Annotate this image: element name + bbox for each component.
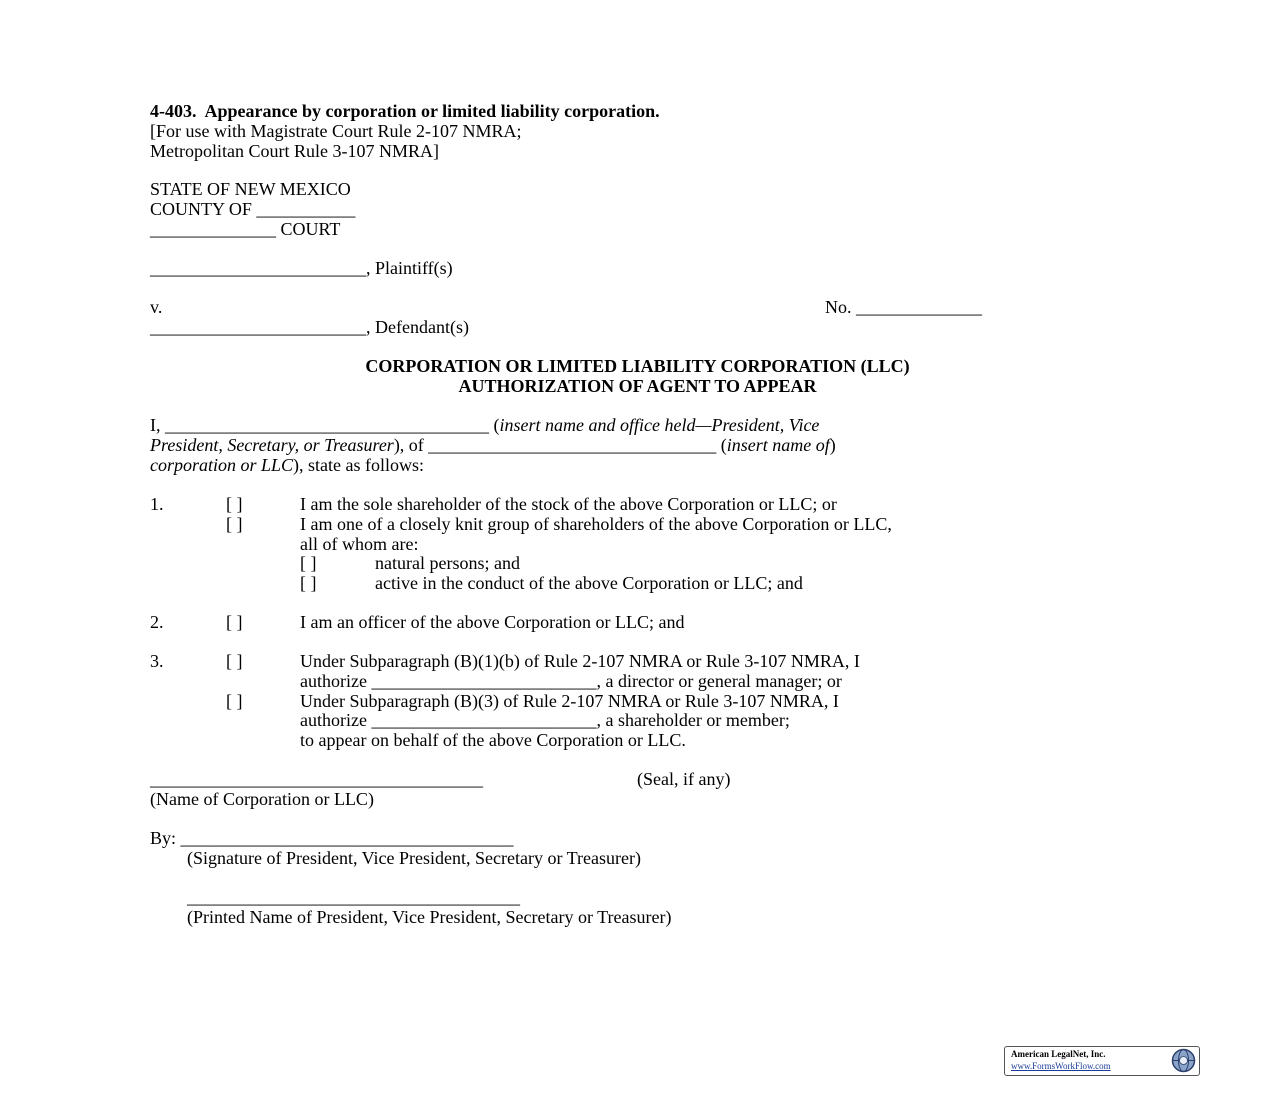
item-number-3: 3. <box>150 651 164 671</box>
rule-number: 4-403. <box>150 101 197 121</box>
checkbox-natural-persons[interactable]: [ ] <box>300 553 317 573</box>
american-legalnet-badge[interactable] <box>1004 1046 1200 1076</box>
signature-line[interactable]: By: _____________________________________ <box>150 828 514 848</box>
checkbox-sole-shareholder[interactable]: [ ] <box>226 494 243 514</box>
form-title-line-2: AUTHORIZATION OF AGENT TO APPEAR <box>458 376 817 396</box>
item-3b-text-cont: authorize _________________________, a shareholder or member; <box>300 710 790 730</box>
rule-heading: Appearance by corporation or limited liability corporation. <box>204 101 660 121</box>
intro-line-3: corporation or LLC), state as follows: <box>150 455 425 475</box>
printed-name-label: (Printed Name of President, Vice President, Secretary or Treasurer) <box>187 907 672 927</box>
item-1b-text: I am one of a closely knit group of shareholders of the above Corporation or LLC, <box>300 514 892 534</box>
item-2-text: I am an officer of the above Corporation or LLC; and <box>300 612 685 632</box>
county-line: COUNTY OF ___________ <box>150 199 356 219</box>
item-1a-text: I am the sole shareholder of the stock of the above Corporation or LLC; or <box>300 494 837 514</box>
versus: v. <box>150 297 163 317</box>
checkbox-active-in-conduct[interactable]: [ ] <box>300 573 317 593</box>
form-title-line-1: CORPORATION OR LIMITED LIABILITY CORPORATION (LLC) <box>365 356 910 376</box>
checkbox-director-manager[interactable]: [ ] <box>226 651 243 671</box>
plaintiff-line: ________________________, Plaintiff(s) <box>150 258 453 278</box>
signature-label: (Signature of President, Vice President, Secretary or Treasurer) <box>187 848 641 868</box>
intro-line-2: President, Secretary, or Treasurer), of ________________________________ (insert name of) <box>150 435 836 455</box>
globe-icon <box>1171 1048 1196 1073</box>
item-number-1: 1. <box>150 494 164 514</box>
item-1b-sub1-text: natural persons; and <box>375 553 520 573</box>
corporation-name-line[interactable]: _____________________________________ <box>150 769 483 789</box>
rule-title <box>150 101 660 121</box>
checkbox-shareholder-member[interactable]: [ ] <box>226 691 243 711</box>
item-1b-sub2-text: active in the conduct of the above Corporation or LLC; and <box>375 573 803 593</box>
seal-label: (Seal, if any) <box>637 769 731 789</box>
corporation-name-label: (Name of Corporation or LLC) <box>150 789 374 809</box>
rule-note-line-2: Metropolitan Court Rule 3-107 NMRA] <box>150 141 439 161</box>
state-line: STATE OF NEW MEXICO <box>150 179 351 199</box>
item-number-2: 2. <box>150 612 164 632</box>
intro-line-1: I, ____________________________________ (insert name and office held—President, Vice <box>150 415 820 435</box>
checkbox-closely-knit-group[interactable]: [ ] <box>226 514 243 534</box>
item-1b-text-cont: all of whom are: <box>300 534 419 554</box>
company-url[interactable]: www.FormsWorkFlow.com <box>1011 1061 1111 1071</box>
item-3a-text: Under Subparagraph (B)(1)(b) of Rule 2-107 NMRA or Rule 3-107 NMRA, I <box>300 651 860 671</box>
company-name: American LegalNet, Inc. <box>1011 1049 1106 1059</box>
case-number-line: No. ______________ <box>825 297 982 317</box>
item-3-closing-text: to appear on behalf of the above Corporation or LLC. <box>300 730 686 750</box>
checkbox-officer[interactable]: [ ] <box>226 612 243 632</box>
court-line: ______________ COURT <box>150 219 341 239</box>
item-3b-text: Under Subparagraph (B)(3) of Rule 2-107 NMRA or Rule 3-107 NMRA, I <box>300 691 839 711</box>
item-3a-text-cont: authorize _________________________, a director or general manager; or <box>300 671 842 691</box>
rule-note-line-1: [For use with Magistrate Court Rule 2-107 NMRA; <box>150 121 522 141</box>
printed-name-line[interactable]: _____________________________________ <box>187 887 520 907</box>
defendant-line: ________________________, Defendant(s) <box>150 317 469 337</box>
